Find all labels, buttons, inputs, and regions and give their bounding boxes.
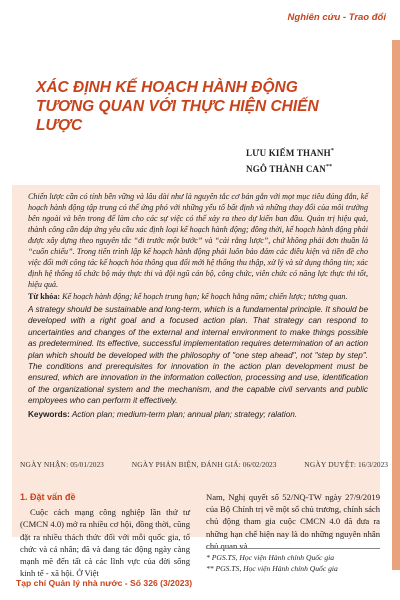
body-paragraph-left: Cuộc cách mạng công nghiệp lần thứ tư (CMCN 4.0) mở ra nhiều cơ hội, đồng thời, cũng đặt ra nhiều thách thức đối với mỗi quốc gia, tổ chức và cá nhân; đã và đang tác động ngày càng mạnh mẽ đến tất cả các lĩnh vực của đời sống kinh tế - xã hội. Ở Việt [20, 507, 190, 579]
body-paragraph-right: Nam, Nghị quyết số 52/NQ-TW ngày 27/9/2019 của Bộ Chính trị về một số chủ trương, chính sách chủ động tham gia cuộc CMCN 4.0 đã đưa ra những hạn chế hiện nay là do những nguyên nhân chủ quan và [206, 492, 380, 551]
body-column-right [206, 491, 380, 552]
keywords-vi: Từ khóa: Kế hoạch hành động; kế hoạch trung hạn; kế hoạch hằng năm; chiến lược; tương quan. [28, 292, 348, 301]
footnote-2: ** PGS.TS, Học viện Hành chính Quốc gia [206, 564, 338, 573]
article-title [36, 78, 366, 135]
author-1: LƯU KIẾM THANH* [246, 148, 335, 158]
received-date: NGÀY NHẬN: 05/01/2023 [20, 460, 104, 469]
review-date: NGÀY PHẢN BIỆN, ĐÁNH GIÁ: 06/02/2023 [131, 460, 277, 469]
title-line-1: XÁC ĐỊNH KẾ HOẠCH HÀNH ĐỘNG [36, 79, 298, 96]
keywords-en: Keywords: Action plan; medium-term plan; annual plan; strategy; ralation. [28, 409, 298, 419]
journal-footer: Tạp chí Quản lý nhà nước - Số 326 (3/2023) [16, 578, 193, 588]
abstract-vi: Chiến lược cần có tính bền vững và lâu dài như là nguyên tắc cơ bản gắn với mọt mục tiêu đúng đắn, kế hoạch hành động tập trung có thể ứng phó với những yếu tố bất định và những thay đổi của môi trường bên ngoài và bên trong để làm cho các sự việc có thể xảy ra theo dự kiến ban đầu. Quản trị hiệu quả, thành công cần đáp ứng yêu cầu xác định loại kế hoạch hành động; đồng thời, kế hoạch hành động phải được xây dựng theo nguyên tắc “đi trước một bước” và “cải rằng lược”, chứ không phải đơn thuần là “cuốn chiếu”. Trong tiến trình lập kế hoạch hành động phải luôn bảo đảm các điều kiện và tiền đề cho việc đổi mới công tác kế hoạch hóa thông qua đổi mới hệ thống thu thập, xử lý và sử dụng thông tin; xác định hệ thống tổ chức bộ máy thực thi và đội ngũ cán bộ, công chức, viên chức có năng lực thực thi tốt, hiệu quả. [28, 192, 368, 289]
footnotes [206, 548, 380, 574]
abstract-box [12, 185, 380, 537]
title-line-2: TƯƠNG QUAN VỚI THỰC HIỆN CHIẾN LƯỢC [36, 98, 319, 134]
footnote-1: * PGS.TS, Học viện Hành chính Quốc gia [206, 553, 335, 562]
body-column-left [20, 491, 190, 579]
author-list [246, 144, 334, 176]
date-row [20, 460, 388, 469]
abstract-en: A strategy should be sustainable and long-term, which is a fundamental principle. It should be developed with a right goal and a focused action plan. That strategy can respond to uncertainties and changes of the external and internal environment to make things possible as predetermined. Its effective, successful implementation requires determination of an action plan which should be developed with the philosophy of "one step ahead", not "step by step". The conditions and prerequisites for innovation in the action plan development must be ensured, which are innovation in the information collection, processing and use, identification of the organizational system and the mechanism, and the capable civil servants and public employees who can perform it effectively. [28, 305, 368, 406]
section-heading: 1. Đặt vấn đề [20, 492, 76, 502]
side-decor-bar [392, 40, 400, 570]
section-tag: Nghiên cứu - Trao đổi [287, 12, 386, 23]
author-2: NGÔ THÀNH CAN** [246, 164, 333, 174]
approved-date: NGÀY DUYỆT: 16/3/2023 [304, 460, 388, 469]
